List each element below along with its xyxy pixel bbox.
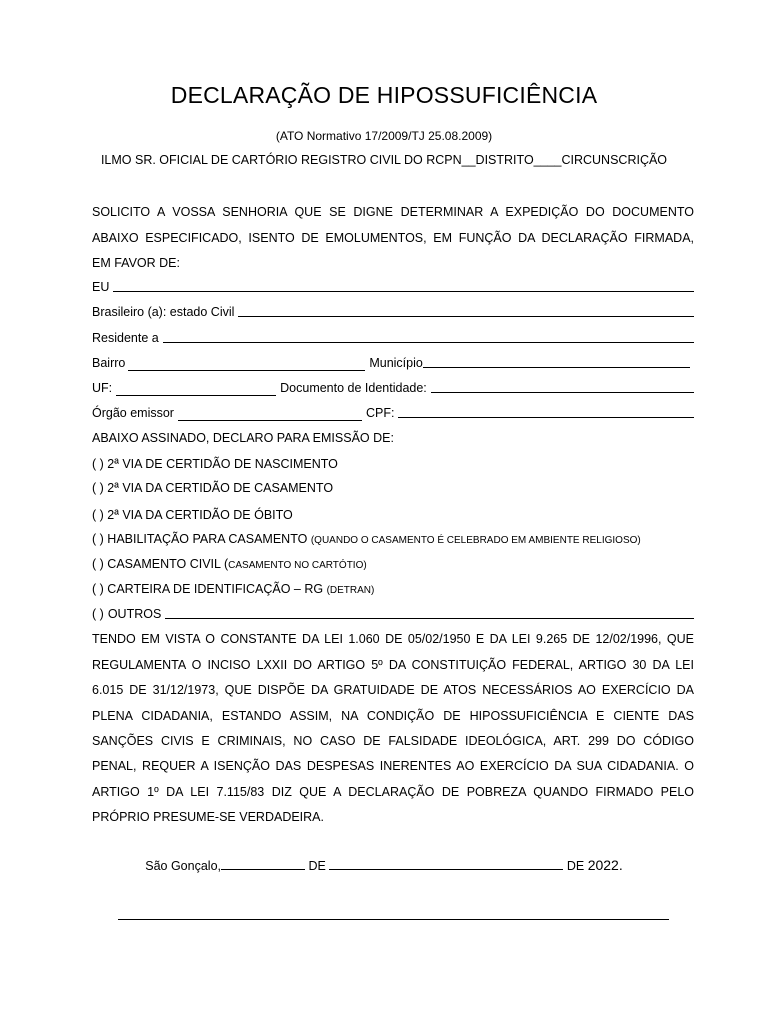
legal-text-line: PENAL, REQUER A ISENÇÃO DAS DESPESAS INERENTES AO EXERCÍCIO DA SUA CIDADANIA. O (92, 759, 694, 773)
addressee-line: ILMO SR. OFICIAL DE CARTÓRIO REGISTRO CIVIL DO RCPN__DISTRITO____CIRCUNSCRIÇÃO (100, 153, 668, 167)
field-municipio-blank[interactable] (423, 355, 690, 368)
option-checkbox[interactable]: ( ) (92, 481, 104, 495)
option-label: CARTEIRA DE IDENTIFICAÇÃO – RG (107, 582, 324, 596)
field-orgao-cpf (92, 405, 694, 421)
option-outros[interactable] (92, 606, 694, 622)
field-bairro-label: Bairro (92, 356, 126, 370)
date-de-1: DE (308, 859, 326, 873)
option-rg[interactable] (92, 581, 694, 599)
field-bairro-blank[interactable] (128, 359, 365, 371)
field-uf-label: UF: (92, 381, 113, 395)
option-label: CASAMENTO CIVIL ( (107, 557, 229, 571)
field-uf-blank[interactable] (116, 384, 276, 396)
legal-text-line: 6.015 DE 31/12/1973, QUE DISPÕE DA GRATUIDADE DE ATOS NECESSÁRIOS AO EXERCÍCIO DA (92, 683, 694, 697)
field-eu (92, 279, 694, 295)
field-eu-blank[interactable] (113, 279, 694, 292)
option-casamento[interactable] (92, 480, 694, 496)
option-obito[interactable] (92, 507, 694, 523)
field-municipio-label: Município (369, 356, 423, 370)
field-estado-civil-blank[interactable] (238, 304, 694, 317)
legal-text-line: REGULAMENTA O INCISO LXXII DO ARTIGO 5º DA CONSTITUIÇÃO FEDERAL, ARTIGO 30 DA LEI (92, 658, 694, 672)
field-estado-civil (92, 304, 694, 320)
legal-text-line: SANÇÕES CIVIS E CRIMINAIS, NO CASO DE FALSIDADE IDEOLÓGICA, ART. 299 DO CÓDIGO (92, 734, 694, 748)
document-title: DECLARAÇÃO DE HIPOSSUFICIÊNCIA (170, 82, 598, 108)
field-cpf-blank[interactable] (398, 405, 694, 418)
option-label: 2ª VIA DA CERTIDÃO DE CASAMENTO (107, 481, 334, 495)
option-checkbox[interactable]: ( ) (92, 508, 104, 522)
signature-line[interactable] (118, 919, 669, 920)
date-year: 2022. (587, 857, 623, 873)
field-orgao-label: Órgão emissor (92, 406, 174, 420)
option-checkbox[interactable]: ( ) (92, 532, 104, 546)
option-nascimento[interactable] (92, 456, 694, 472)
option-label: OUTROS (107, 607, 162, 621)
document-subtitle: (ATO Normativo 17/2009/TJ 25.08.2009) (275, 129, 493, 143)
legal-text-line: PLENA CIDADANIA, ESTANDO ASSIM, NA CONDIÇÃO DE HIPOSSUFICIÊNCIA E CIENTE DAS (92, 709, 694, 723)
option-checkbox[interactable]: ( ) (92, 582, 104, 596)
field-residente (92, 330, 694, 346)
option-label: HABILITAÇÃO PARA CASAMENTO (107, 532, 308, 546)
option-casamento-civil[interactable] (92, 556, 694, 574)
date-month-blank[interactable] (329, 858, 563, 870)
request-line-1: SOLICITO A VOSSA SENHORIA QUE SE DIGNE DETERMINAR A EXPEDIÇÃO DO DOCUMENTO (92, 205, 694, 219)
declaration-intro: ABAIXO ASSINADO, DECLARO PARA EMISSÃO DE: (92, 431, 394, 445)
legal-text-line: ARTIGO 1º DA LEI 7.115/83 DIZ QUE A DECLARAÇÃO DE POBREZA QUANDO FIRMADO PELO (92, 785, 694, 799)
field-documento-blank[interactable] (431, 380, 694, 393)
field-estado-civil-label: Brasileiro (a): estado Civil (92, 305, 235, 319)
legal-text-line: PRÓPRIO PRESUME-SE VERDADEIRA. (92, 810, 324, 824)
option-note: (DETRAN) (326, 585, 375, 596)
field-eu-label: EU (92, 280, 110, 294)
option-label: 2ª VIA DA CERTIDÃO DE ÓBITO (107, 508, 293, 522)
request-line-2: ABAIXO ESPECIFICADO, ISENTO DE EMOLUMENTOS, EM FUNÇÃO DA DECLARAÇÃO FIRMADA, (92, 231, 694, 245)
option-checkbox[interactable]: ( ) (92, 457, 104, 471)
option-habilitacao[interactable] (92, 531, 694, 549)
option-note: (QUANDO O CASAMENTO É CELEBRADO EM AMBIENTE RELIGIOSO) (310, 535, 641, 546)
field-bairro-municipio (92, 355, 694, 371)
date-day-blank[interactable] (221, 858, 305, 870)
option-note: CASAMENTO NO CARTÓTIO) (228, 560, 367, 571)
field-documento-label: Documento de Identidade: (280, 381, 427, 395)
field-residente-label: Residente a (92, 331, 159, 345)
option-label: 2ª VIA DE CERTIDÃO DE NASCIMENTO (107, 457, 338, 471)
field-residente-blank[interactable] (163, 330, 694, 343)
date-place: São Gonçalo, (145, 859, 221, 873)
legal-text-line: TENDO EM VISTA O CONSTANTE DA LEI 1.060 DE 05/02/1950 E DA LEI 9.265 DE 12/02/1996, QUE (92, 632, 694, 646)
field-cpf-label: CPF: (365, 406, 395, 420)
date-line (0, 857, 768, 873)
field-uf-documento (92, 380, 694, 396)
field-orgao-blank[interactable] (178, 409, 362, 421)
date-de-2: DE (566, 859, 585, 873)
option-checkbox[interactable]: ( ) (92, 557, 104, 571)
option-outros-blank[interactable] (165, 606, 694, 619)
option-checkbox[interactable]: ( ) (92, 607, 104, 621)
request-line-3: EM FAVOR DE: (92, 256, 180, 270)
